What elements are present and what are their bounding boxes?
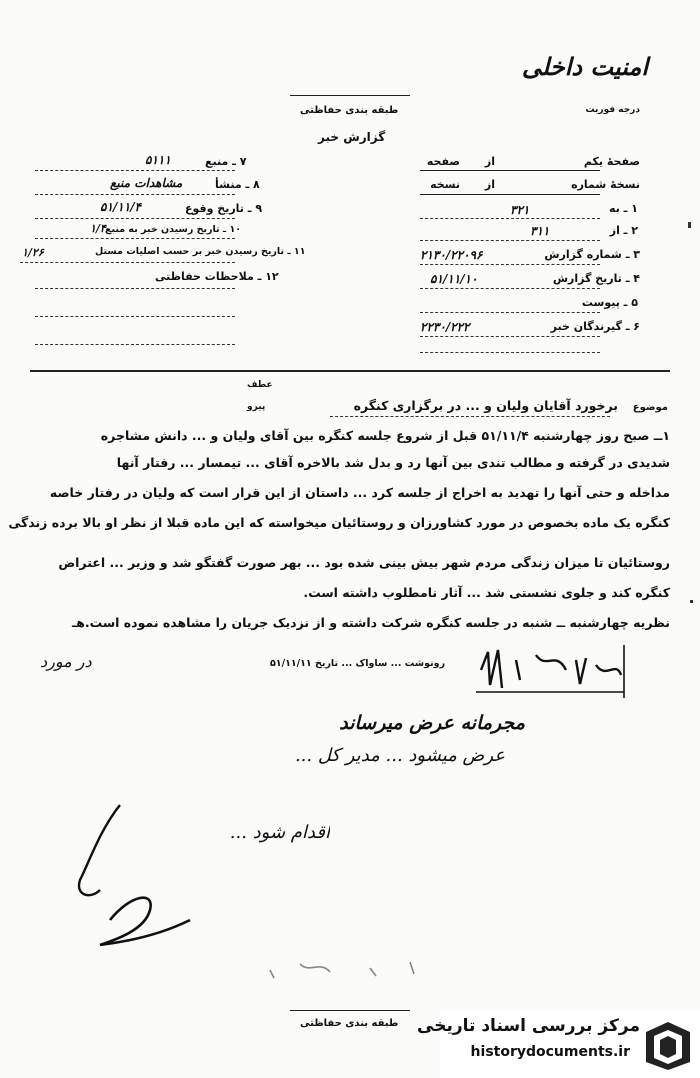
subject-text: برخورد آقایان ولیان و ... در برگزاری کنگره (353, 398, 618, 413)
field-copy-label: نسخهٔ شماره (571, 178, 640, 191)
field-line (420, 336, 600, 337)
section-divider (30, 370, 670, 372)
field-line (35, 170, 235, 171)
top-separator (290, 95, 410, 96)
body-line: ۱ــ صبح روز چهارشنبه ۵۱/۱۱/۴ قبل از شروع جلسه کنگره بین آقای ولیان و ... دانش مشاجره (100, 428, 670, 443)
field-recipients-label: ۶ ـ گیرندگان خبر (550, 320, 640, 333)
field-copy-of: از (484, 178, 495, 191)
field-line (420, 312, 600, 313)
field-event-date-value: ۵۱/۱۱/۴ (100, 200, 141, 214)
field-source-value: ۵۱۱۱ (145, 153, 171, 167)
subject-underline (330, 416, 610, 417)
field-line (35, 316, 235, 317)
org-logo: امنیت داخلی (521, 52, 648, 81)
classification-top: طبقه بندی حفاظتی (300, 105, 399, 116)
handwritten-line-2: عرض میشود ... مدیر کل ... (294, 745, 505, 766)
field-line (20, 262, 235, 263)
field-line (420, 288, 600, 289)
field-line (420, 240, 600, 241)
field-report-number-label: ۳ ـ شماره گزارش (544, 248, 640, 261)
handwritten-line-1: مجرمانه عرض میرساند (339, 712, 525, 734)
field-page-label: صفحهٔ یکم (583, 155, 640, 168)
faint-marks (260, 950, 460, 990)
field-recipients-value: ۲۲۳۰/۲۲۲ (420, 320, 470, 334)
field-received-hq-label: ۱۱ ـ تاریخ رسیدن خبر بر حسب اصلیات مستل (95, 246, 306, 257)
field-received-hq-value: ۱/۲۶ (22, 246, 44, 259)
field-line (35, 218, 235, 219)
field-origin-value: مشاهدات منبع (110, 176, 183, 190)
field-received-source-label: ۱۰ ـ تاریخ رسیدن خبر به منبع (105, 224, 242, 235)
handwritten-line-3: اقدام شود ... (229, 822, 330, 843)
field-from-value: ۳۱۱ (530, 224, 550, 238)
field-report-number-value: ۲۱۳۰/۲۲۰۹۶ (420, 248, 483, 262)
body-line: روستائیان تا میزان زندگی مردم شهر بیش بینی شده بود ... بهر صورت گفتگو شد و وزیر ... اعتراض (58, 555, 670, 570)
body-line: شدیدی در گرفته و مطالب تندی بین آنها رد و بدل شد بالاخره آقای ... تیمسار ... رفتار آنها (116, 455, 670, 470)
field-security-notes-label: ۱۲ ـ ملاحظات حفاظتی (155, 270, 279, 283)
field-attachment-label: ۵ ـ پیوست (581, 296, 638, 309)
edge-mark (688, 222, 691, 228)
stamp-scribble (476, 640, 626, 700)
field-source-label: ۷ ـ منبع (205, 155, 247, 168)
bottom-separator (290, 1010, 410, 1011)
body-line: کنگره یک ماده بخصوص در مورد کشاورزان و روستائیان میخواسته که این ماده قبلا از نظر او بالا برده زندگی (8, 515, 670, 530)
field-copy-unit: نسخه (430, 178, 460, 191)
subject-side-note-1: عطف (247, 380, 273, 390)
field-line (420, 170, 600, 171)
edge-mark (690, 600, 693, 603)
signature (60, 800, 260, 950)
body-line: مداخله و حتی آنها را تهدید به اخراج از جلسه کرد ... داستان از این قرار است که ولیان در رفتار خاصه (49, 485, 670, 500)
field-line (35, 238, 235, 239)
watermark-title: مرکز بررسی اسناد تاریخی (417, 1016, 640, 1036)
field-line (420, 352, 600, 353)
field-page-unit: صفحه (426, 155, 460, 168)
field-line (420, 218, 600, 219)
watermark (417, 1010, 700, 1078)
subject-side-note-2: پیرو (247, 402, 266, 412)
body-line: کنگره کند و جلوی نشستی شد ... آثار نامطلوب داشته است. (303, 585, 670, 600)
watermark-url: historydocuments.ir (470, 1044, 630, 1060)
stamp-note: رونوشت ... ساواک ... تاریخ ۵۱/۱۱/۱۱ (270, 658, 446, 669)
field-line (35, 194, 235, 195)
watermark-logo-icon (642, 1018, 694, 1072)
priority-label: درجه فوریت (585, 105, 640, 115)
margin-note: در مورد (40, 652, 92, 671)
field-report-date-label: ۴ ـ تاریخ گزارش (552, 272, 640, 285)
body-line: نظریه چهارشنبه ــ شنبه در جلسه کنگره شرکت داشته و از نزدیک جریان را مشاهده نموده است.هـ (71, 615, 670, 630)
field-to-value: ۳۲۱ (510, 203, 530, 217)
field-page-of: از (484, 155, 495, 168)
field-to-label: ۱ ـ به (609, 202, 638, 215)
field-line (35, 288, 235, 289)
report-type: گزارش خبر (318, 130, 386, 144)
classification-bottom: طبقه بندی حفاظتی (300, 1018, 399, 1029)
field-line (35, 344, 235, 345)
field-report-date-value: ۵۱/۱۱/۱۰ (430, 272, 478, 286)
field-line (420, 264, 600, 265)
field-origin-label: ۸ ـ منشأ (215, 178, 260, 191)
field-line (420, 194, 600, 195)
field-received-source-value: ۱/۴ (90, 222, 106, 235)
subject-label: موضوع (632, 402, 668, 413)
field-from-label: ۲ ـ از (609, 224, 638, 237)
field-event-date-label: ۹ ـ تاریخ وقوع (185, 202, 263, 215)
